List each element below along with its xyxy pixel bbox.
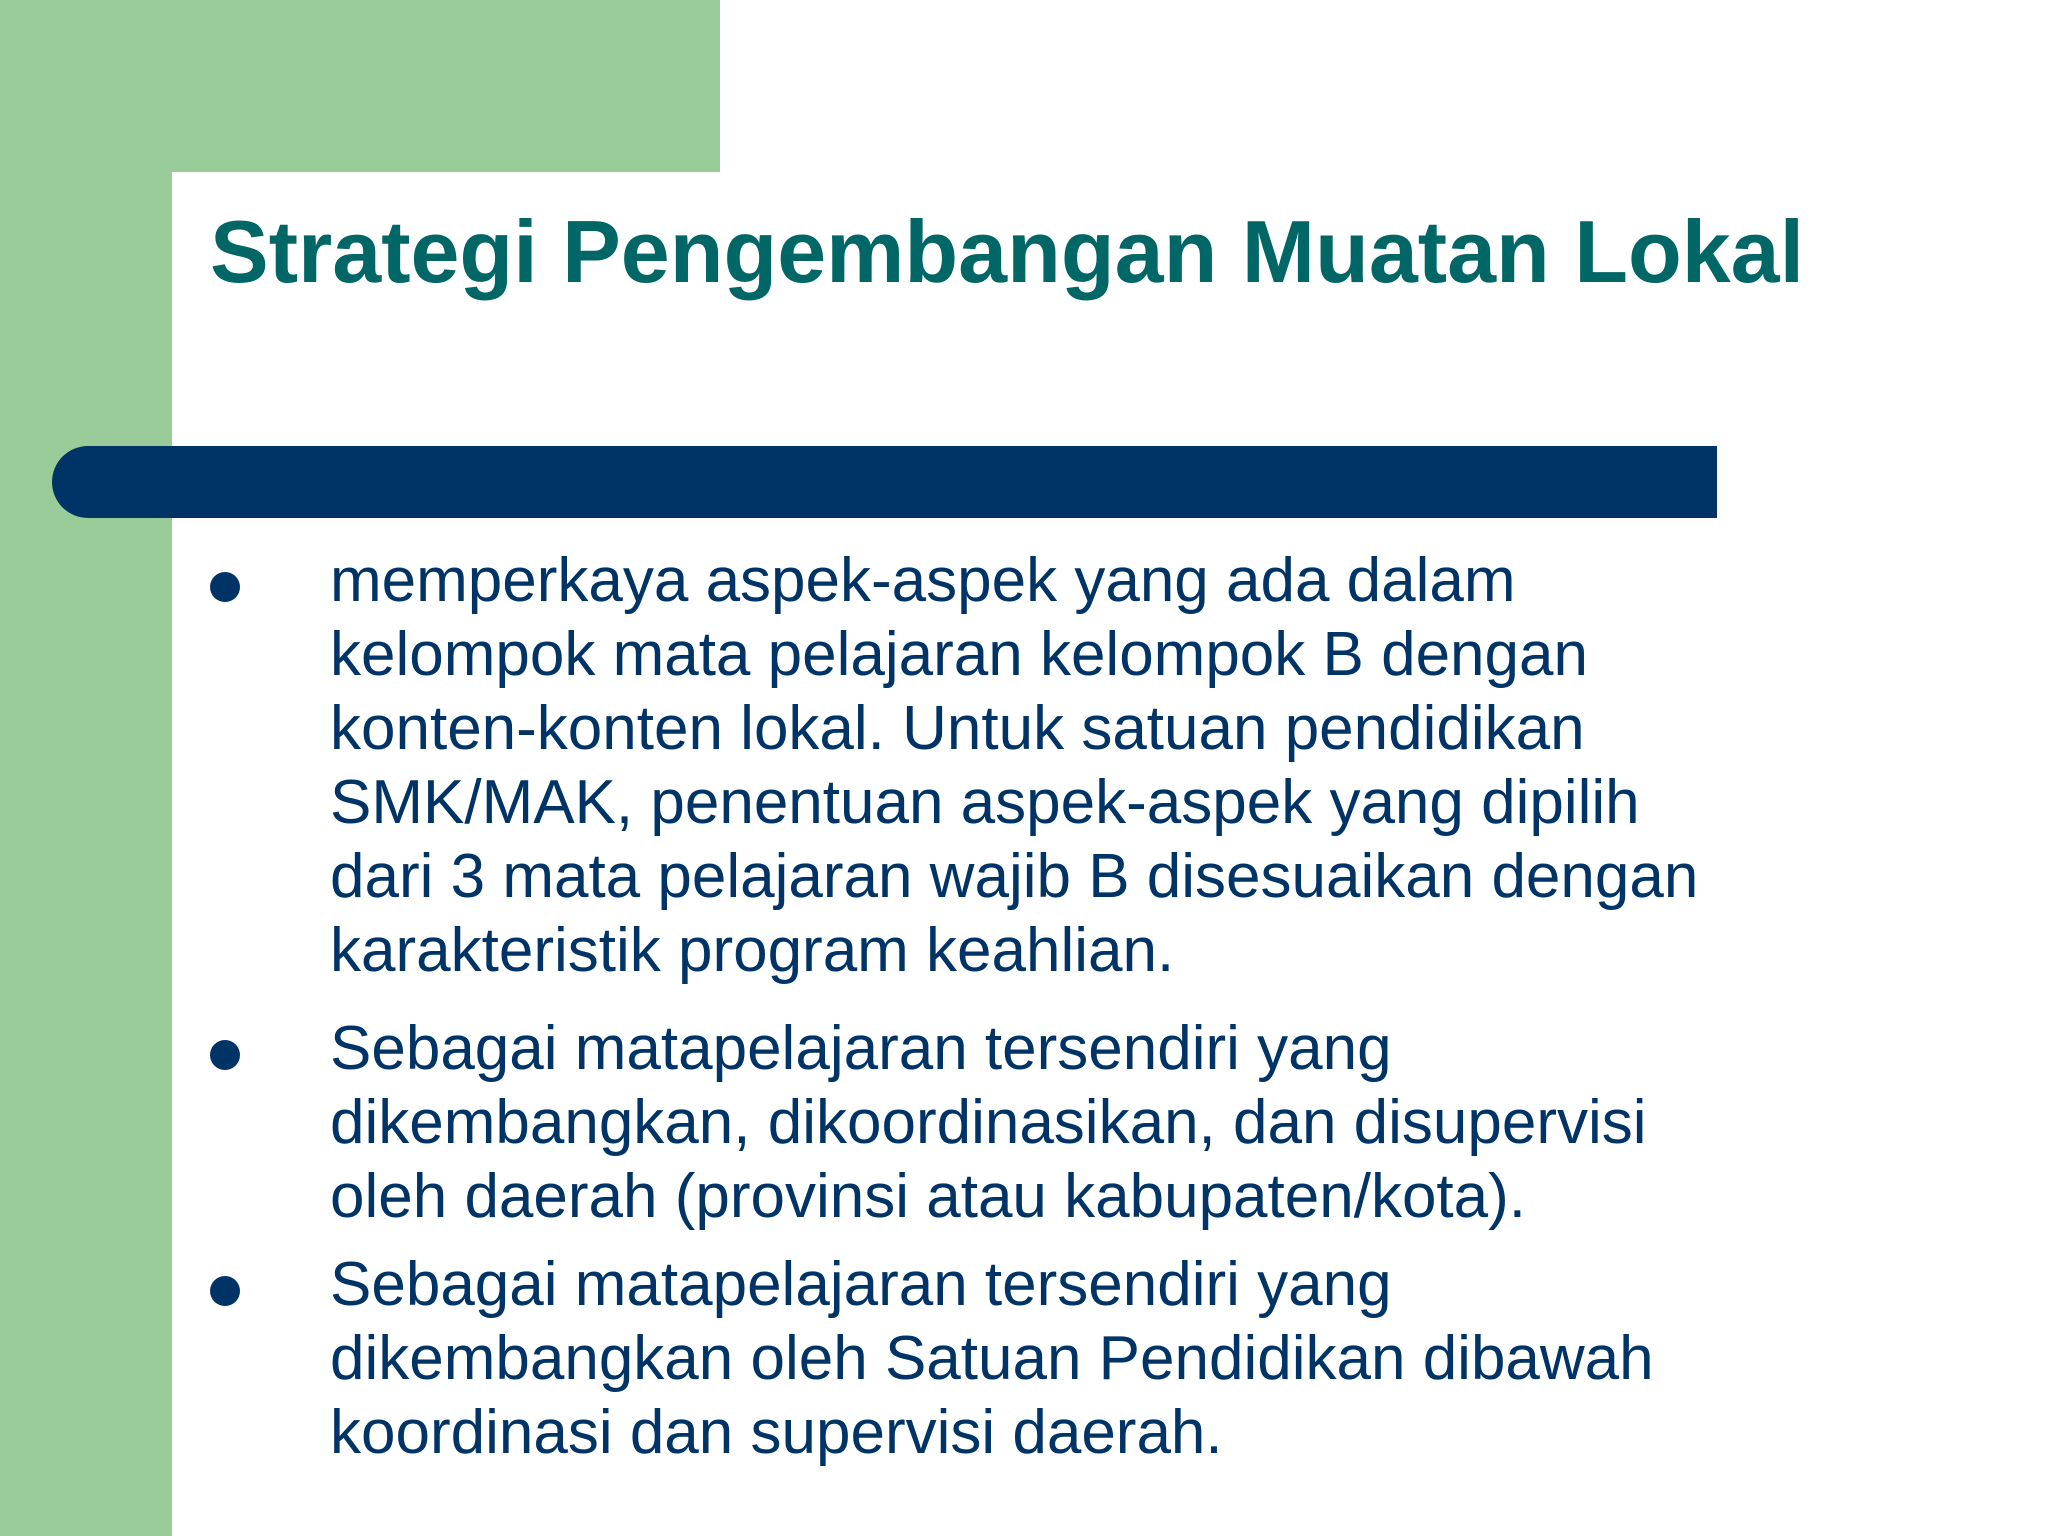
bullet-line: oleh daerah (provinsi atau kabupaten/kota). xyxy=(330,1162,1527,1231)
bullet-text xyxy=(330,1248,1990,1470)
bullet-line: dari 3 mata pelajaran wajib B disesuaikan dengan xyxy=(330,842,1699,911)
bullet-line: kelompok mata pelajaran kelompok B dengan xyxy=(330,620,1588,689)
bullet-line: dikembangkan oleh Satuan Pendidikan dibawah xyxy=(330,1324,1654,1393)
bullet-line: Sebagai matapelajaran tersendiri yang xyxy=(330,1014,1392,1083)
bullet-dot-icon xyxy=(210,1276,240,1306)
bullet-line: dikembangkan, dikoordinasikan, dan disupervisi xyxy=(330,1088,1647,1157)
bullet-line: konten-konten lokal. Untuk satuan pendidikan xyxy=(330,694,1585,763)
bullet-line: koordinasi dan supervisi daerah. xyxy=(330,1398,1223,1467)
green-left-accent xyxy=(0,0,172,1536)
bullet-text xyxy=(330,544,1990,988)
bullet-line: SMK/MAK, penentuan aspek-aspek yang dipilih xyxy=(330,768,1640,837)
bullet-text xyxy=(330,1012,1990,1234)
title-divider-bar xyxy=(52,446,1717,518)
bullet-line: memperkaya aspek-aspek yang ada dalam xyxy=(330,546,1516,615)
slide-title: Strategi Pengembangan Muatan Lokal xyxy=(210,202,1805,301)
bullet-dot-icon xyxy=(210,1040,240,1070)
bullet-dot-icon xyxy=(210,572,240,602)
bullet-line: Sebagai matapelajaran tersendiri yang xyxy=(330,1250,1392,1319)
bullet-line: karakteristik program keahlian. xyxy=(330,916,1175,985)
